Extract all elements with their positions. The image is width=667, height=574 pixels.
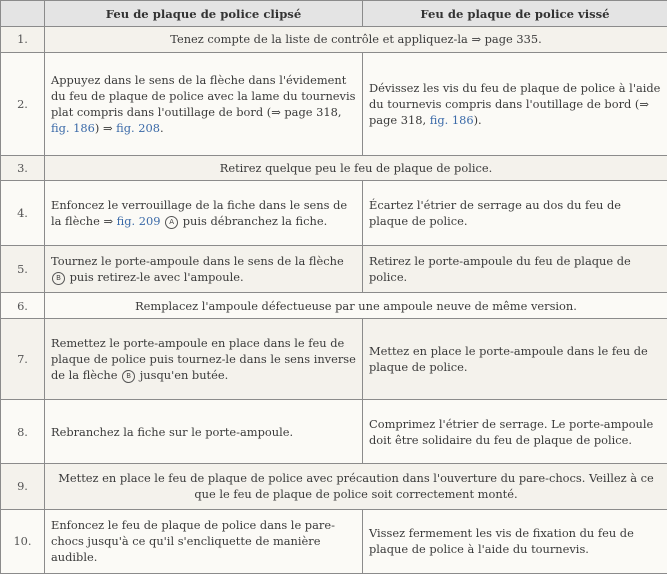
callout-b-icon: B bbox=[122, 370, 135, 383]
table-row bbox=[1, 509, 667, 573]
step-text-both bbox=[45, 27, 667, 53]
step-text: puis retirez-le avec l'ampoule. bbox=[66, 270, 244, 285]
step-text-screwed bbox=[363, 509, 667, 573]
step-text: Vissez fermement les vis de fixation du feu de plaque de police à l'aide du tournevis. bbox=[369, 526, 634, 557]
step-text-screwed bbox=[363, 181, 667, 246]
table-row bbox=[1, 293, 667, 319]
step-number: 8. bbox=[1, 400, 45, 463]
figure-reference-link[interactable]: fig. 208 bbox=[116, 120, 160, 135]
step-text: . bbox=[159, 120, 164, 135]
step-number: 4. bbox=[1, 181, 45, 246]
step-text: Remettez le porte-ampoule en place dans le feu de plaque de police puis tournez-le dans le sens inverse de la flèche bbox=[51, 336, 356, 383]
figure-reference-link[interactable]: fig. 209 bbox=[116, 214, 161, 229]
table-row bbox=[1, 400, 667, 463]
table-row bbox=[1, 52, 667, 155]
step-text: Mettez en place le porte-ampoule dans le feu de plaque de police. bbox=[369, 344, 648, 375]
header-clipped: Feu de plaque de police clipsé bbox=[45, 1, 363, 27]
step-text-screwed bbox=[363, 400, 667, 463]
step-text-both bbox=[45, 293, 667, 319]
step-text-screwed bbox=[363, 246, 667, 293]
table-row bbox=[1, 181, 667, 246]
step-text: Retirez le porte-ampoule du feu de plaque de police. bbox=[369, 254, 631, 285]
step-number: 5. bbox=[1, 246, 45, 293]
step-number: 1. bbox=[1, 27, 45, 53]
step-text: Écartez l'étrier de serrage au dos du feu de plaque de police. bbox=[369, 198, 621, 229]
step-text-clipped bbox=[45, 509, 363, 573]
step-text: ). bbox=[473, 112, 482, 127]
step-text-both bbox=[45, 463, 667, 509]
step-text: puis débranchez la fiche. bbox=[179, 214, 328, 229]
step-text: Remplacez l'ampoule défectueuse par une ampoule neuve de même version. bbox=[135, 298, 577, 313]
step-text: Comprimez l'étrier de serrage. Le porte-ampoule doit être solidaire du feu de plaque de police. bbox=[369, 416, 654, 447]
table-row bbox=[1, 246, 667, 293]
step-text: Rebranchez la fiche sur le porte-ampoule. bbox=[51, 424, 294, 439]
step-text-clipped bbox=[45, 181, 363, 246]
step-text-clipped bbox=[45, 246, 363, 293]
step-text-clipped bbox=[45, 52, 363, 155]
step-text: Mettez en place le feu de plaque de police avec précaution dans l'ouverture du pare-chocs. Veillez à ce que le feu de plaque de police soit correctement monté. bbox=[58, 471, 654, 502]
header-row bbox=[1, 1, 667, 27]
callout-a-icon: A bbox=[165, 216, 178, 229]
step-text: Tournez le porte-ampoule dans le sens de la flèche bbox=[51, 254, 344, 269]
step-text: Enfoncez le verrouillage de la fiche dans le sens de la flèche ⇒ bbox=[51, 198, 348, 229]
step-text: Enfoncez le feu de plaque de police dans le pare-chocs jusqu'à ce qu'il s'encliquette de manière audible. bbox=[51, 518, 335, 565]
header-num bbox=[1, 1, 45, 27]
table-row bbox=[1, 155, 667, 181]
step-number: 10. bbox=[1, 509, 45, 573]
step-text: Tenez compte de la liste de contrôle et appliquez-la ⇒ page 335. bbox=[170, 32, 542, 47]
step-text: ) ⇒ bbox=[94, 120, 117, 135]
step-text: Appuyez dans le sens de la flèche dans l'évidement du feu de plaque de police avec la lame du tournevis plat compris dans l'outillage de bord (⇒ page 318, bbox=[51, 72, 356, 119]
step-text-both bbox=[45, 155, 667, 181]
step-number: 2. bbox=[1, 52, 45, 155]
step-text: jusqu'en butée. bbox=[136, 368, 229, 383]
callout-b-icon: B bbox=[52, 272, 65, 285]
step-number: 9. bbox=[1, 463, 45, 509]
step-text-screwed bbox=[363, 318, 667, 400]
step-text-clipped bbox=[45, 400, 363, 463]
table-row bbox=[1, 318, 667, 400]
step-text-clipped bbox=[45, 318, 363, 400]
table-row bbox=[1, 27, 667, 53]
step-number: 3. bbox=[1, 155, 45, 181]
table-row bbox=[1, 463, 667, 509]
step-number: 7. bbox=[1, 318, 45, 400]
figure-reference-link[interactable]: fig. 186 bbox=[51, 120, 95, 135]
step-text-screwed bbox=[363, 52, 667, 155]
step-text: Dévissez les vis du feu de plaque de police à l'aide du tournevis compris dans l'outillage de bord (⇒ page 318, bbox=[369, 80, 661, 127]
step-number: 6. bbox=[1, 293, 45, 319]
step-text: Retirez quelque peu le feu de plaque de police. bbox=[219, 160, 493, 175]
figure-reference-link[interactable]: fig. 186 bbox=[429, 112, 474, 127]
header-screwed: Feu de plaque de police vissé bbox=[363, 1, 667, 27]
